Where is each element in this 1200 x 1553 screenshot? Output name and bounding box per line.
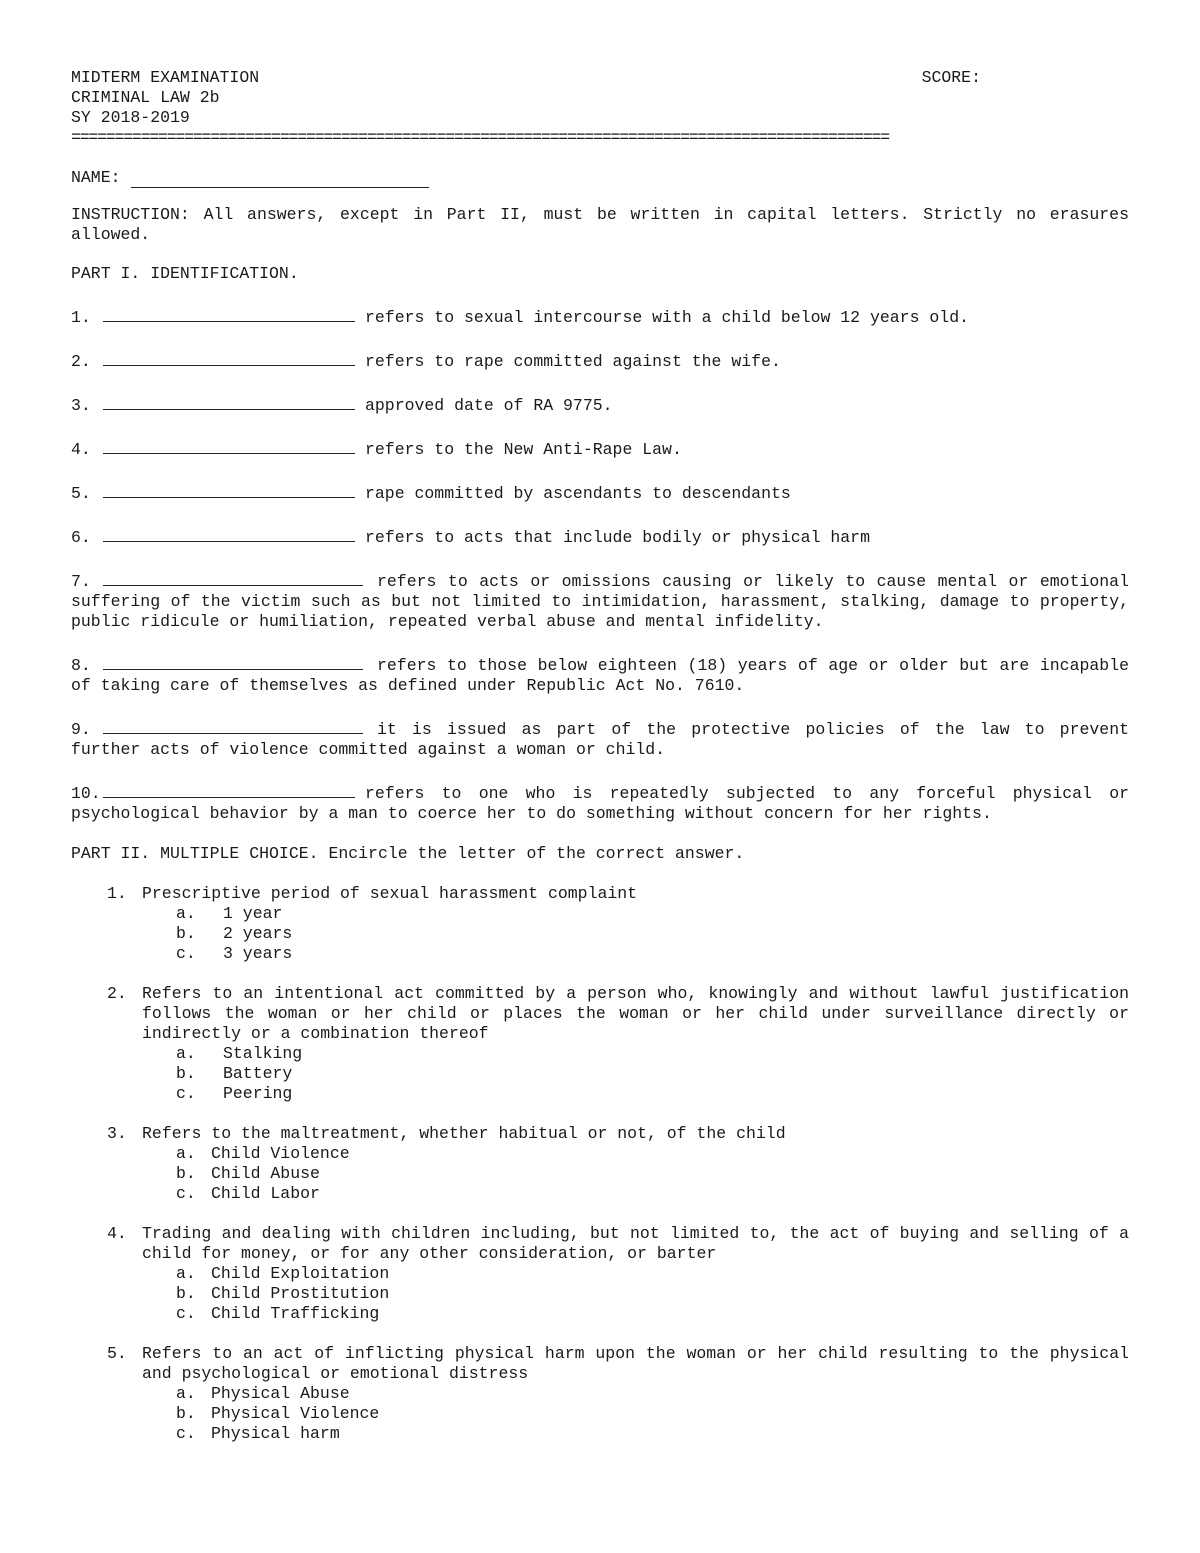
- instruction-text: INSTRUCTION: All answers, except in Part II, must be written in capital letters. Strictly no erasures allowed.: [71, 205, 1129, 244]
- item-text: refers to one who is repeatedly subjected to any forceful physical or psychological behavior by a man to coerce her to do something without concern for her rights.: [71, 784, 1129, 823]
- option-letter[interactable]: a.: [176, 1384, 196, 1403]
- option-b[interactable]: [176, 1164, 1129, 1184]
- option-a[interactable]: [176, 1144, 1129, 1164]
- option-text: Physical harm: [211, 1424, 340, 1443]
- option-a[interactable]: [176, 1384, 1129, 1404]
- item-text: refers to acts that include bodily or physical harm: [365, 528, 870, 547]
- item-number: 7.: [71, 572, 91, 591]
- question-text: Refers to an intentional act committed by a person who, knowingly and without lawful justification follows the woman or her child or places the woman or her child under surveillance directly or indirectly or a combination thereof: [142, 984, 1129, 1043]
- question-text: Prescriptive period of sexual harassment complaint: [142, 884, 638, 903]
- part2-title: PART II. MULTIPLE CHOICE. Encircle the letter of the correct answer.: [71, 844, 745, 863]
- option-a[interactable]: [176, 1264, 1129, 1284]
- option-text: Child Exploitation: [211, 1264, 390, 1283]
- part2-questions: [107, 884, 1129, 1444]
- option-b[interactable]: [176, 1064, 1129, 1084]
- option-letter[interactable]: b.: [176, 924, 196, 943]
- option-letter[interactable]: a.: [176, 1264, 196, 1283]
- option-b[interactable]: [176, 1284, 1129, 1304]
- score-label: SCORE:: [921, 68, 981, 87]
- identification-item: [71, 717, 1129, 760]
- name-row: [71, 168, 1129, 188]
- item-number: 10.: [71, 784, 101, 803]
- option-text: Battery: [223, 1064, 293, 1083]
- option-text: Stalking: [223, 1044, 303, 1063]
- option-text: Child Prostitution: [211, 1284, 390, 1303]
- answer-blank-line[interactable]: [103, 437, 355, 454]
- part1-title: PART I. IDENTIFICATION.: [71, 264, 299, 283]
- answer-blank-line[interactable]: [103, 525, 355, 542]
- item-number: 6.: [71, 528, 91, 547]
- item-text: refers to acts or omissions causing or likely to cause mental or emotional suffering of the victim such as but not limited to intimidation, harassment, stalking, damage to property, public ridicule or humiliation, repeated verbal abuse and mental infidelity.: [71, 572, 1129, 631]
- option-b[interactable]: [176, 1404, 1129, 1424]
- option-c[interactable]: [176, 1084, 1129, 1104]
- option-text: Child Labor: [211, 1184, 320, 1203]
- option-b[interactable]: [176, 924, 1129, 944]
- identification-item: [71, 349, 1129, 372]
- identification-item: [71, 305, 1129, 328]
- identification-item: [71, 437, 1129, 460]
- answer-blank-line[interactable]: [103, 305, 355, 322]
- option-text: Physical Violence: [211, 1404, 380, 1423]
- question-number: 2.: [107, 984, 127, 1003]
- answer-blank-line[interactable]: [103, 393, 355, 410]
- identification-item: [71, 653, 1129, 696]
- option-a[interactable]: [176, 904, 1129, 924]
- option-text: 2 years: [223, 924, 293, 943]
- item-number: 4.: [71, 440, 91, 459]
- option-letter[interactable]: c.: [176, 1084, 196, 1103]
- option-letter[interactable]: b.: [176, 1284, 196, 1303]
- option-c[interactable]: [176, 1184, 1129, 1204]
- answer-blank-line[interactable]: [103, 569, 363, 586]
- item-text: refers to the New Anti-Rape Law.: [365, 440, 682, 459]
- item-number: 9.: [71, 720, 91, 739]
- option-text: Physical Abuse: [211, 1384, 350, 1403]
- option-text: Child Violence: [211, 1144, 350, 1163]
- identification-item: [71, 781, 1129, 824]
- option-text: 3 years: [223, 944, 293, 963]
- identification-item: [71, 569, 1129, 632]
- option-letter[interactable]: c.: [176, 1304, 196, 1323]
- option-letter[interactable]: a.: [176, 904, 196, 923]
- item-number: 2.: [71, 352, 91, 371]
- school-year-line: SY 2018-2019: [71, 108, 190, 127]
- option-text: 1 year: [223, 904, 283, 923]
- option-letter[interactable]: b.: [176, 1064, 196, 1083]
- item-number: 3.: [71, 396, 91, 415]
- question-text: Refers to the maltreatment, whether habitual or not, of the child: [142, 1124, 786, 1143]
- answer-blank-line[interactable]: [103, 781, 355, 798]
- question-number: 1.: [107, 884, 127, 903]
- item-text: refers to rape committed against the wife.: [365, 352, 781, 371]
- option-letter[interactable]: c.: [176, 944, 196, 963]
- option-letter[interactable]: c.: [176, 1184, 196, 1203]
- option-text: Peering: [223, 1084, 293, 1103]
- name-label: NAME:: [71, 168, 121, 187]
- answer-blank-line[interactable]: [103, 481, 355, 498]
- exam-title: MIDTERM EXAMINATION: [71, 68, 260, 87]
- item-text: refers to sexual intercourse with a child below 12 years old.: [365, 308, 969, 327]
- question-text: Refers to an act of inflicting physical harm upon the woman or her child resulting to the physical and psychological or emotional distress: [142, 1344, 1129, 1383]
- part1-items: [71, 305, 1129, 824]
- item-number: 8.: [71, 656, 91, 675]
- item-number: 1.: [71, 308, 91, 327]
- option-c[interactable]: [176, 1424, 1129, 1444]
- item-text: refers to those below eighteen (18) years of age or older but are incapable of taking care of themselves as defined under Republic Act No. 7610.: [71, 656, 1129, 695]
- option-text: Child Trafficking: [211, 1304, 380, 1323]
- answer-blank-line[interactable]: [103, 653, 363, 670]
- option-a[interactable]: [176, 1044, 1129, 1064]
- item-text: it is issued as part of the protective policies of the law to prevent further acts of violence committed against a woman or child.: [71, 720, 1129, 759]
- multiple-choice-question: [107, 984, 1129, 1104]
- multiple-choice-question: [107, 1344, 1129, 1444]
- option-text: Child Abuse: [211, 1164, 320, 1183]
- question-text: Trading and dealing with children including, but not limited to, the act of buying and selling of a child for money, or for any other consideration, or barter: [142, 1224, 1129, 1263]
- identification-item: [71, 525, 1129, 548]
- option-letter[interactable]: c.: [176, 1424, 196, 1443]
- option-c[interactable]: [176, 944, 1129, 964]
- question-number: 5.: [107, 1344, 127, 1363]
- option-letter[interactable]: a.: [176, 1044, 196, 1063]
- answer-blank-line[interactable]: [103, 349, 355, 366]
- item-text: rape committed by ascendants to descendants: [365, 484, 791, 503]
- option-letter[interactable]: b.: [176, 1404, 196, 1423]
- option-letter[interactable]: b.: [176, 1164, 196, 1183]
- question-number: 3.: [107, 1124, 127, 1143]
- item-number: 5.: [71, 484, 91, 503]
- question-number: 4.: [107, 1224, 127, 1243]
- header-rule: ==============================================================================================: [71, 128, 889, 147]
- exam-page: [71, 68, 1129, 1464]
- multiple-choice-question: [107, 1224, 1129, 1324]
- item-text: approved date of RA 9775.: [365, 396, 613, 415]
- header-row: [71, 68, 1129, 88]
- name-blank-line[interactable]: [131, 171, 429, 188]
- option-letter[interactable]: a.: [176, 1144, 196, 1163]
- identification-item: [71, 393, 1129, 416]
- multiple-choice-question: [107, 1124, 1129, 1204]
- answer-blank-line[interactable]: [103, 717, 363, 734]
- identification-item: [71, 481, 1129, 504]
- subject-line: CRIMINAL LAW 2b: [71, 88, 220, 107]
- multiple-choice-question: [107, 884, 1129, 964]
- option-c[interactable]: [176, 1304, 1129, 1324]
